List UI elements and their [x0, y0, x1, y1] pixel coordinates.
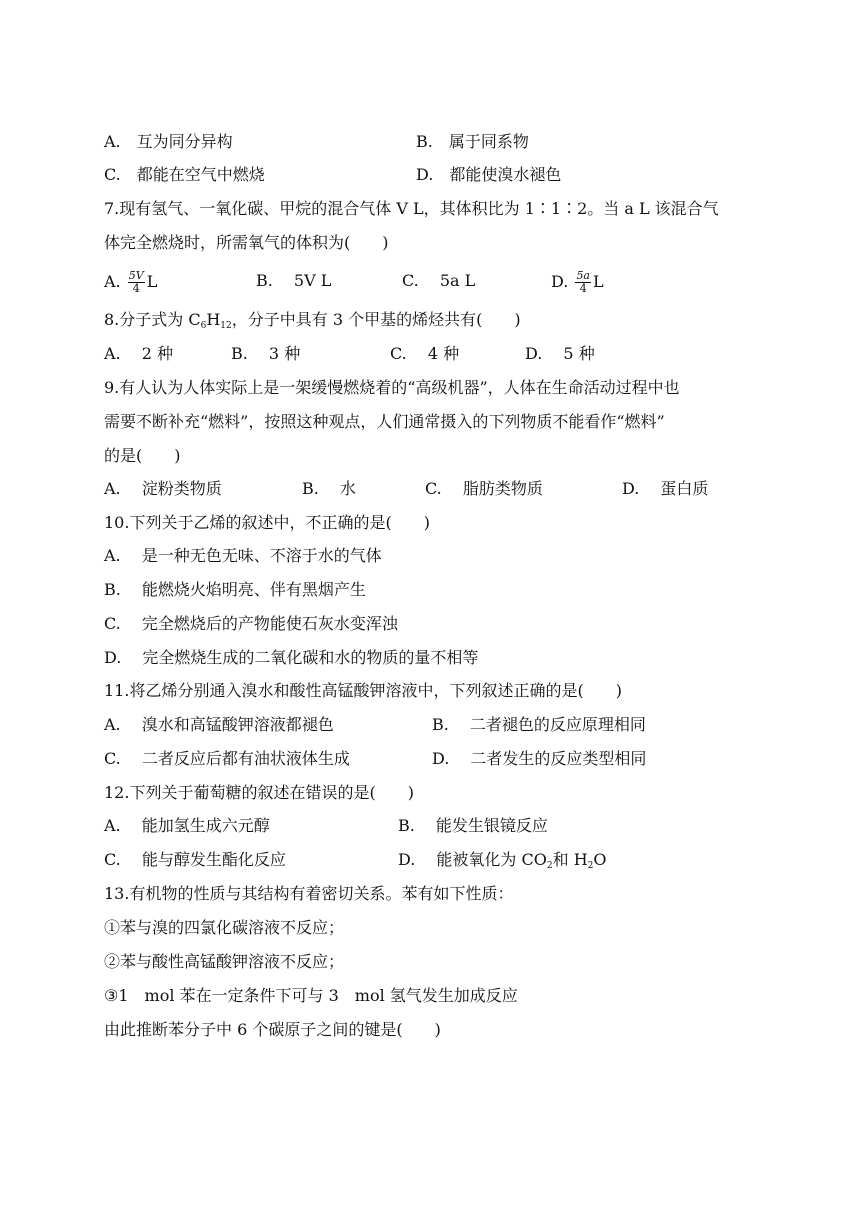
- q13-property-3: ③1 mol 苯在一定条件下可与 3 mol 氢气发生加成反应: [104, 986, 518, 1005]
- q9-stem-line1: 9.有人认为人体实际上是一架缓慢燃烧着的“高级机器”，人体在生命活动过程中也: [104, 378, 680, 397]
- q7-option-a: A. $\frac{5V}{4}$ L: [104, 269, 158, 295]
- q7-option-d-fraction: $\frac{5a}{4}$: [576, 269, 590, 295]
- q12-option-d: D. 能被氧化为 $CO_2$和 $H_2O$: [398, 850, 607, 871]
- q11-stem: 11.将乙烯分别通入溴水和酸性高锰酸钾溶液中，下列叙述正确的是( ): [104, 681, 622, 700]
- q7-option-c: C. 5a L: [402, 271, 476, 290]
- q11-option-d: D. 二者发生的反应类型相同: [432, 749, 647, 768]
- q9-option-b: B. 水: [302, 479, 356, 498]
- q7-option-a-fraction: $\frac{5V}{4}$: [128, 269, 144, 295]
- q8-option-c: C. 4 种: [390, 344, 460, 363]
- q9-stem-line2: 需要不断补充“燃料”，按照这种观点，人们通常摄入的下列物质不能看作“燃料”: [104, 412, 665, 431]
- q6-option-b: B. 属于同系物: [416, 132, 529, 151]
- q7-stem-line2: 体完全燃烧时，所需氧气的体积为( ): [104, 233, 389, 252]
- q10-option-c: C. 完全燃烧后的产物能使石灰水变浑浊: [104, 614, 398, 633]
- q10-option-b: B. 能燃烧火焰明亮、伴有黑烟产生: [104, 580, 366, 599]
- q12-option-b: B. 能发生银镜反应: [398, 816, 548, 835]
- q9-stem-line3: 的是( ): [104, 446, 181, 465]
- q9-option-a: A. 淀粉类物质: [104, 479, 222, 498]
- q13-stem-line1: 13.有机物的性质与其结构有着密切关系。苯有如下性质：: [104, 884, 514, 903]
- q6-option-c: C. 都能在空气中燃烧: [104, 165, 265, 184]
- q9-option-d: D. 蛋白质: [622, 479, 709, 498]
- q8-stem: 8.分子式为 $C_6H_{12}$，分子中具有 3 个甲基的烯烃共有( ): [104, 310, 521, 331]
- q7-option-d: D. $\frac{5a}{4}$ L: [551, 269, 604, 295]
- q6-option-d: D. 都能使溴水褪色: [416, 165, 562, 184]
- q8-option-a: A. 2 种: [104, 344, 173, 363]
- q8-option-b: B. 3 种: [231, 344, 301, 363]
- q11-option-b: B. 二者褪色的反应原理相同: [432, 715, 646, 734]
- q11-option-a: A. 溴水和高锰酸钾溶液都褪色: [104, 715, 334, 734]
- q12-option-a: A. 能加氢生成六元醇: [104, 816, 270, 835]
- q11-option-c: C. 二者反应后都有油状液体生成: [104, 749, 350, 768]
- q13-property-1: ①苯与溴的四氯化碳溶液不反应；: [104, 918, 345, 937]
- q12-stem: 12.下列关于葡萄糖的叙述在错误的是( ): [104, 783, 414, 802]
- q7-option-b: B. 5V L: [256, 271, 332, 290]
- q6-option-a: A. 互为同分异构: [104, 132, 233, 151]
- q7-stem-line1: 7.现有氢气、一氧化碳、甲烷的混合气体 V L，其体积比为 1∶1∶2。当 a L 该混合气: [104, 199, 719, 218]
- q10-option-d: D. 完全燃烧生成的二氧化碳和水的物质的量不相等: [104, 648, 479, 667]
- q13-stem-line5: 由此推断苯分子中 6 个碳原子之间的键是( ): [104, 1020, 441, 1039]
- q12-option-c: C. 能与醇发生酯化反应: [104, 850, 286, 869]
- q8-option-d: D. 5 种: [525, 344, 595, 363]
- q13-property-2: ②苯与酸性高锰酸钾溶液不反应；: [104, 952, 345, 971]
- q10-stem: 10.下列关于乙烯的叙述中，不正确的是( ): [104, 513, 430, 532]
- q9-option-c: C. 脂肪类物质: [425, 479, 543, 498]
- q10-option-a: A. 是一种无色无味、不溶于水的气体: [104, 546, 382, 565]
